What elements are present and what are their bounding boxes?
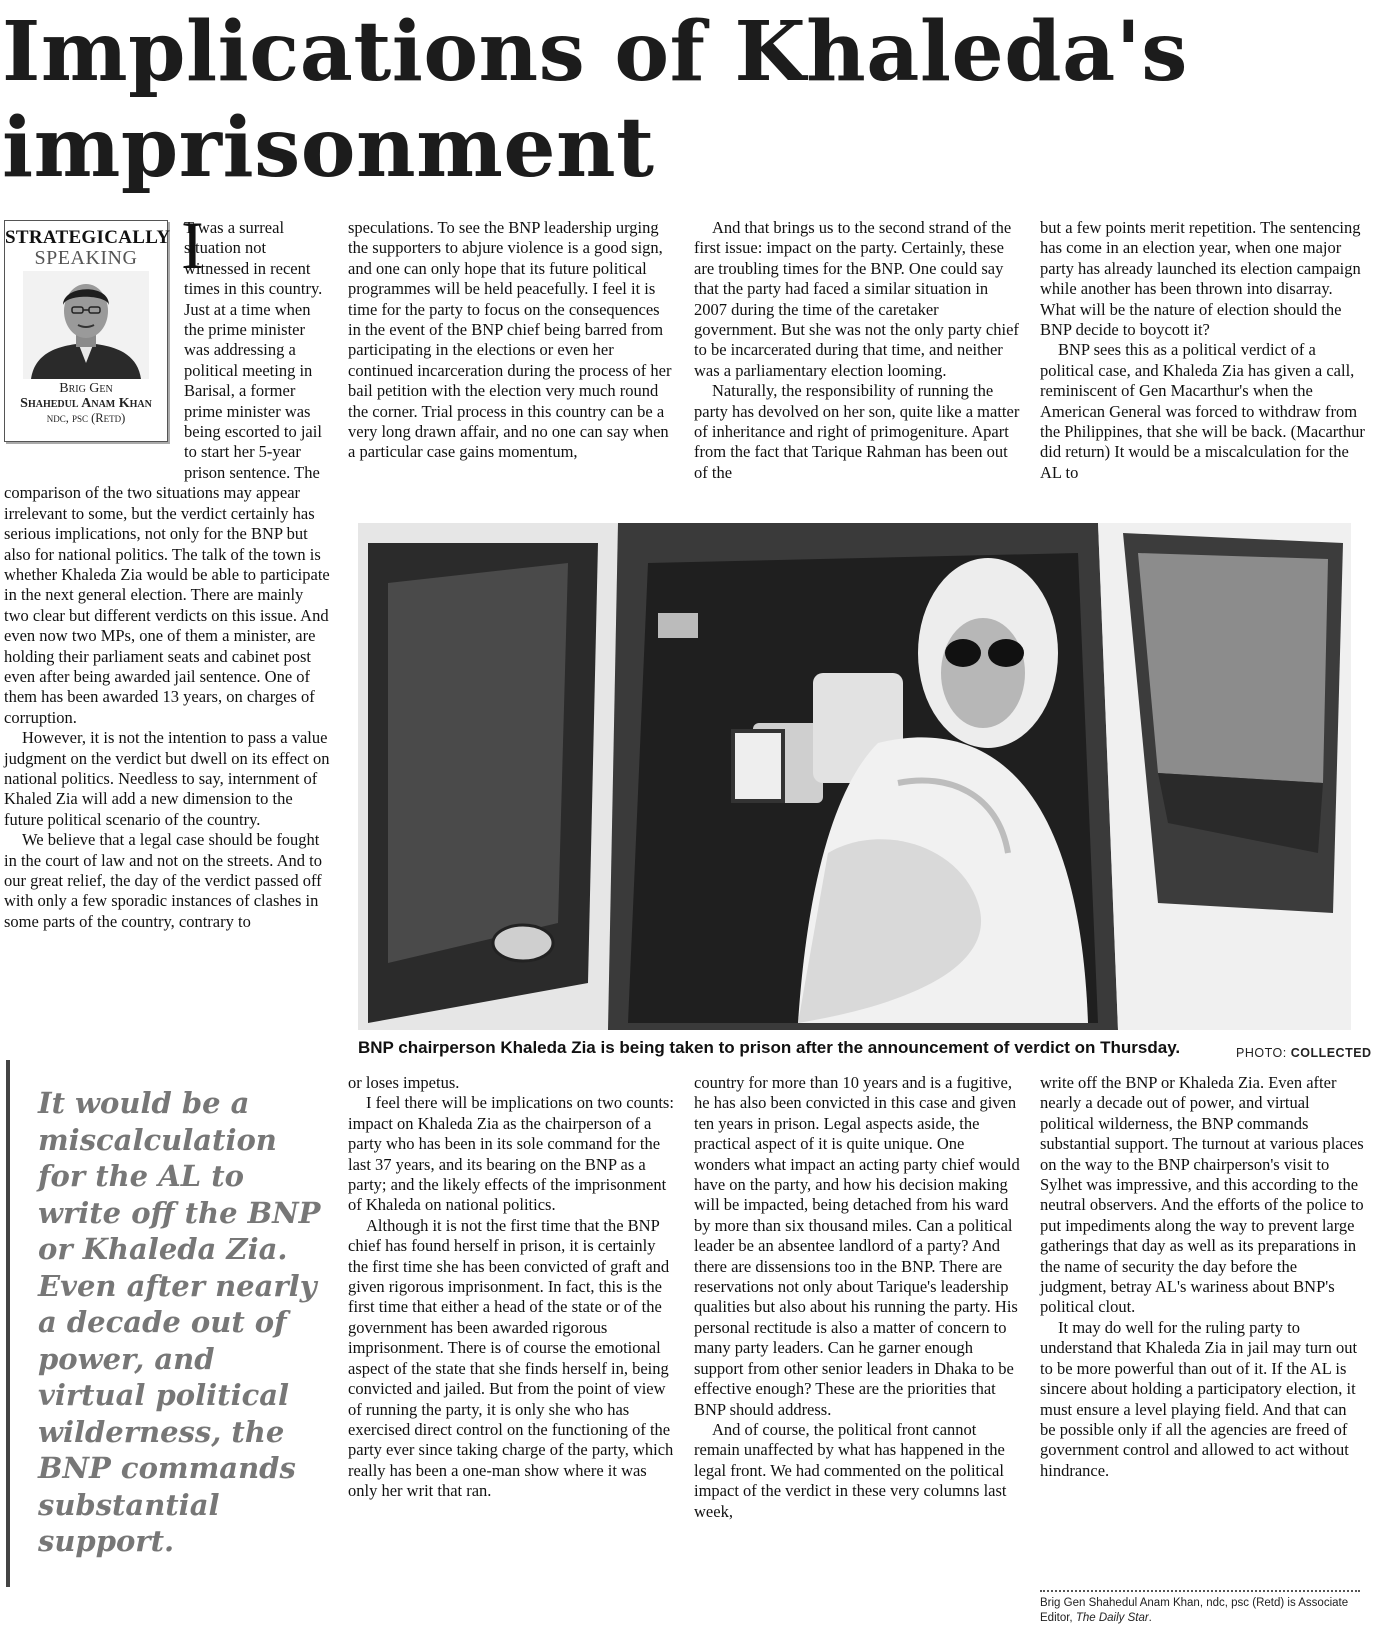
author-footnote xyxy=(1040,1596,1370,1625)
paragraph: And that brings us to the second strand of the first issue: impact on the party. Certainly, these are troubling times for the BNP. One could say that the party had faced a similar situation in 2007 during the time of the caretaker government. But she was not the only party chief to be incarcerated during that time, and neither was a parliamentary election looming. xyxy=(694,218,1019,380)
photo-credit-source: COLLECTED xyxy=(1290,1046,1372,1060)
paragraph: write off the BNP or Khaleda Zia. Even after nearly a decade out of power, and virtual political wilderness, the BNP commands substantial support. The turnout at various places on the way to the BNP chairperson's visit to Sylhet was impressive, and this according to the neutral observers. And the efforts of the police to put impediments along the way to prevent large gatherings that day as well as its preparations in the name of security the day before the judgment, betray AL's wariness about BNP's political clout. xyxy=(1040,1073,1364,1317)
photo-credit-label: PHOTO: xyxy=(1236,1046,1287,1060)
drop-cap: I xyxy=(181,207,204,283)
paragraph: I feel there will be implications on two counts: impact on Khaleda Zia as the chairperson of a party who has been in its sole command for the last 37 years, and its bearing on the BNP as a party; and the likely effects of the imprisonment of Khaleda on national politics. xyxy=(348,1093,674,1215)
footnote-end: . xyxy=(1148,1611,1152,1624)
photo-credit xyxy=(1236,1046,1372,1060)
paragraph: However, it is not the intention to pass a value judgment on the verdict but dwell on its effect on national politics. Needless to say, internment of Khaled Zia will add a new dimension to the future political scenario of the country. xyxy=(4,728,330,829)
article-column-1 xyxy=(4,218,330,932)
footnote-publication: The Daily Star xyxy=(1075,1611,1149,1624)
paragraph: but a few points merit repetition. The sentencing has come in an election year, when one major party has already launched its election campaign while another has been thrown into disarray. What will be the nature of election should the BNP decide to boycott it? xyxy=(1040,218,1361,340)
paragraph: speculations. To see the BNP leadership urging the supporters to abjure violence is a good sign, and one can only hope that its future political programmes will be held peacefully. I feel it is time for the party to focus on the consequences in the event of the BNP chief being barred from participating in the elections or even her continued incarceration during the process of her bail petition with the election very much round the corner. Trial process in this country can be a very long drawn affair, and no one can say when a particular case gains momentum, xyxy=(348,218,672,462)
paragraph: T was a surreal situation not witnessed in recent times in this country. Just at a time when the prime minister was addressing a political meeting in Barisal, a former prime minister was being escorted to jail to start her 5-year prison sentence. The comparison of the two situations may appear irrelevant to some, but the verdict certainly has serious implications, not only for the BNP but also for national politics. The talk of the town is whether Khaleda Zia would be able to participate in the next general election. There are mainly two clear but different verdicts on this issue. And even now two MPs, one of them a minister, are holding their parliament seats and cabinet post even after being awarded jail sentence. One of them has been awarded 13 years, on charges of corruption. xyxy=(4,218,330,727)
paragraph: or loses impetus. xyxy=(348,1073,460,1092)
paragraph: We believe that a legal case should be fought in the court of law and not on the streets. And to our great relief, the day of the verdict passed off with only a few sporadic instances of clashes in some parts of the country, contrary to xyxy=(4,830,323,931)
paragraph: country for more than 10 years and is a fugitive, he has also been convicted in this case and given ten years in prison. Legal aspects aside, the practical aspect of it is quite unique. One wonders what impact an acting party chief would have on the party, and how his decision making will be impacted, being detached from his ward by more than six thousand miles. Can a political leader be an absentee landlord of a party? And there are dissensions too in the BNP. There are reservations not only about Tarique's leadership qualities but also about his running the party. His personal rectitude is also a matter of concern to many party leaders. Can he garner enough support from other senior leaders in Dhaka to be effective enough? These are the priorities that BNP should address. xyxy=(694,1073,1020,1419)
author-credentials: ndc, psc (Retd) xyxy=(46,411,126,425)
news-photo xyxy=(358,523,1351,1030)
headline: Implications of Khaleda's imprisonment xyxy=(2,4,1188,196)
paragraph: Naturally, the responsibility of running the party has devolved on her son, quite like a matter of inheritance and right of primogeniture. Apart from the fact that Tarique Rahman has been out of the xyxy=(694,381,1020,482)
paragraph: And of course, the political front cannot remain unaffected by what has happened in the legal front. We had commented on the political impact of the verdict in these very columns last week, xyxy=(694,1419,1007,1521)
article-column-2-bottom xyxy=(348,1073,674,1502)
paragraph: It may do well for the ruling party to understand that Khaleda Zia in jail may turn out to be more powerful than out of it. If the AL is sincere about holding a participatory election, it must ensure a level playing field. And that can be possible only if all the agencies are freed of government control and allowed to act without hindrance. xyxy=(1040,1317,1358,1480)
footnote-text: Brig Gen Shahedul Anam Khan, ndc, psc (Retd) is Associate Editor, xyxy=(1040,1597,1349,1624)
photo-caption: BNP chairperson Khaleda Zia is being taken to prison after the announcement of verdict on Thursday. xyxy=(358,1038,1181,1057)
article-column-3-bottom xyxy=(694,1073,1020,1522)
article-column-2-top xyxy=(348,218,674,463)
paragraph: BNP sees this as a political verdict of a political case, and Khaleda Zia has given a call, reminiscent of Gen Macarthur's when the American General was forced to withdraw from the Philippines, that she will be back. (Macarthur did return) It would be a miscalculation for the AL to xyxy=(1040,340,1365,482)
article-column-3-top xyxy=(694,218,1020,483)
author-rank: Brig Gen xyxy=(59,381,113,396)
pullquote: It would be a miscalculation for the AL to write off the BNP or Khaleda Zia. Even after nearly a decade out of power, and virtual political wilderness, the BNP commands substantial support. xyxy=(38,1086,321,1558)
paragraph: Although it is not the first time that the BNP chief has found herself in prison, it is certainly the first time she has been convicted of graft and given rigorous imprisonment. In fact, this is the first time that either a head of the state or of the government has been awarded rigorous imprisonment. There is of course the emotional aspect of the state that she finds herself in, being convicted and jailed. But from the point of view of running the party, it is only she who has exercised direct control on the functioning of the party ever since taking charge of the party, which really has been a one-man show where it was only her writ that ran. xyxy=(348,1215,674,1501)
column-label-strategically: STRATEGICALLY xyxy=(5,227,171,248)
article-column-4-top xyxy=(1040,218,1366,483)
column-label-speaking: SPEAKING xyxy=(34,247,138,269)
author-name: Shahedul Anam Khan xyxy=(20,396,152,411)
pullquote-bar xyxy=(6,1060,10,1587)
footer-divider xyxy=(1040,1590,1360,1592)
article-column-4-bottom xyxy=(1040,1073,1366,1481)
